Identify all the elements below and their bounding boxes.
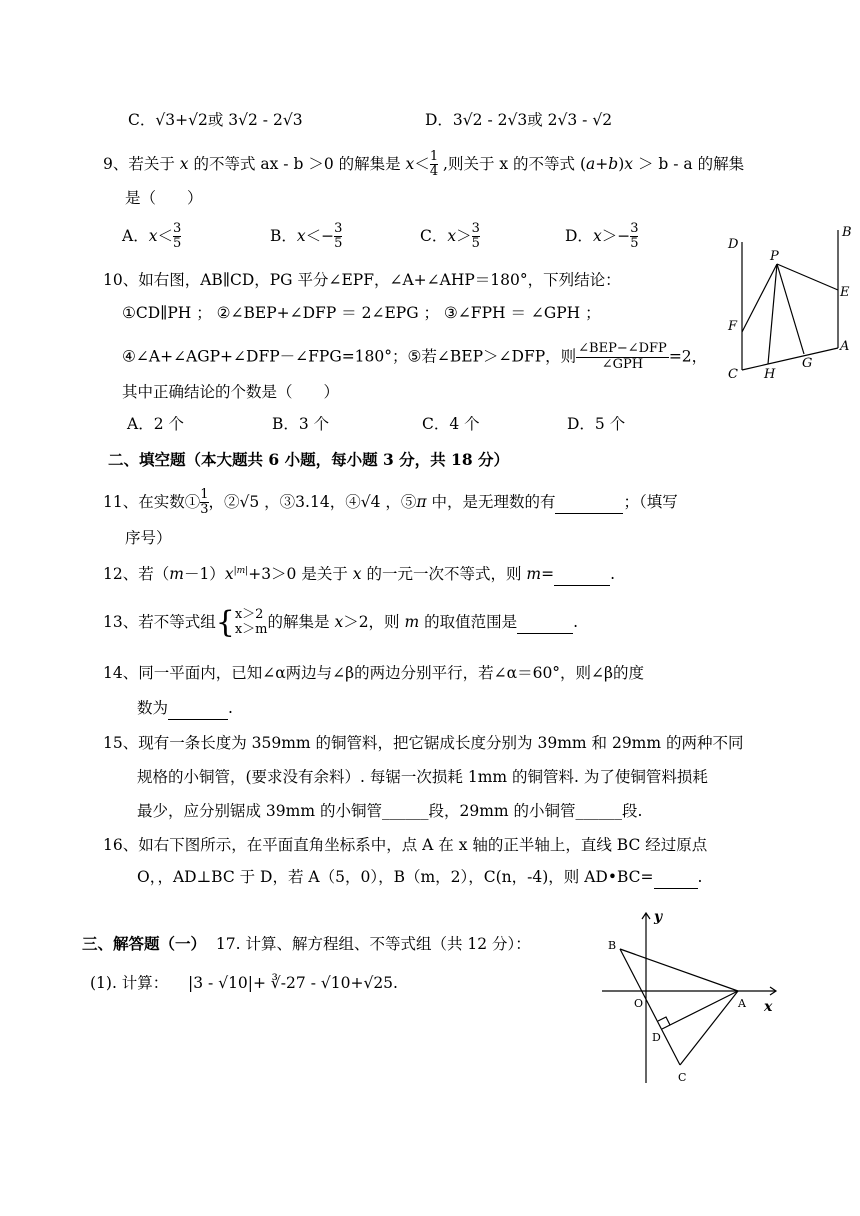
q9-option-c: C．x＞ $\frac{3}{5}$ [420, 221, 480, 252]
q9-option-a: A．x＜ $\frac{3}{5}$ [122, 221, 182, 252]
q10-figure [722, 222, 852, 382]
section-2-heading: 二、填空题（本大题共 6 小题，每小题 3 分，共 18 分） [108, 450, 510, 469]
fig2-label-c: C [678, 1071, 687, 1084]
q9-option-d: D．x＞− $\frac{3}{5}$ [565, 221, 639, 252]
section-3-heading: 三、解答题（一） 17. 计算、解方程组、不等式组（共 12 分）： [82, 934, 531, 953]
q9-stem-cont: 是（ ） [125, 189, 203, 207]
q15-stem: 15、现有一条长度为 359mm 的铜管料，把它锯成长度分别为 39mm 和 29mm 的两种不同 [103, 734, 744, 752]
fig1-label-c: C [728, 367, 738, 382]
fig2-label-d: D [652, 1031, 661, 1044]
q10-conclusions-2: ④∠A+∠AGP+∠DFP－∠FPG=180°；⑤若∠BEP＞∠DFP，则 ∠BEP−∠DFP ∠GPH =2， [122, 341, 708, 372]
q10-conclusions-1: ①CD∥PH ； ②∠BEP+∠DFP ＝ 2∠EPG ； ③∠FPH ＝ ∠GPH ； [122, 304, 601, 322]
q15-stem-3: 最少，应分别锯成 39mm 的小铜管______段，29mm 的小铜管______段. [137, 802, 643, 820]
q14-stem-cont: 数为 . [137, 698, 233, 720]
q11-stem-cont: 序号） [125, 529, 172, 547]
fig1-label-a: A [840, 339, 850, 354]
q12: 12、若$(m-1)x^{|m|}+3>0$ 是关于 x 的一元一次不等式，则 m= . [103, 564, 615, 586]
q10-option-d: D．5 个 [567, 415, 626, 433]
fig1-label-f: F [728, 319, 738, 334]
q10-option-b: B．3 个 [272, 415, 330, 433]
fig2-label-a: A [738, 997, 746, 1010]
q17-part1: (1). 计算： |3 - √10|+ ∛-27 - √10+√25. [90, 974, 398, 992]
q10-option-c: C．4 个 [422, 415, 480, 433]
fig1-label-h: H [764, 367, 776, 382]
q16-stem-2: O，，AD⊥BC 于 D，若 A（5，0），B（m，2），C(n，-4)，则 AD•BC= . [137, 867, 702, 889]
fig1-label-e: E [840, 285, 850, 300]
q11-stem: 11、在实数① $\frac{1}{3}$ ，②√5 ，③3.14，④√4 ，⑤π 中，是无理数的有 ；（填写 [103, 487, 678, 518]
fig1-label-b: B [842, 225, 852, 240]
fig2-label-y: y [654, 909, 663, 925]
q10-option-a: A．2 个 [127, 415, 184, 433]
q10-stem: 10、如右图，AB∥CD，PG 平分∠EPF，∠A+∠AHP＝180°，下列结论： [103, 271, 621, 289]
fig1-label-p: P [770, 249, 779, 264]
fig2-label-x: x [764, 999, 773, 1015]
q15-stem-2: 规格的小铜管，(要求没有余料）. 每锯一次损耗 1mm 的铜管料. 为了使铜管料损耗 [137, 768, 708, 786]
option-c-prev: C．√3+√2或 3√2 - 2√3 [128, 111, 303, 129]
q10-question: 其中正确结论的个数是（ ） [122, 383, 340, 401]
q14-stem: 14、同一平面内，已知∠α两边与∠β的两边分别平行，若∠α＝60°，则∠β的度 [103, 664, 645, 682]
fig1-label-d: D [728, 237, 739, 252]
q9-option-b: B．x＜− $\frac{3}{5}$ [270, 221, 343, 252]
fig2-label-b: B [608, 939, 617, 952]
q9-stem: 9、若关于 x 的不等式 ax - b ＞0 的解集是 x＜ $\frac{1}{4}$ ,则关于 x 的不等式 (a+b)x ＞ b - a 的解集 [103, 149, 745, 180]
option-d-prev: D．3√2 - 2√3或 2√3 - √2 [425, 111, 613, 129]
q13: 13、若不等式组{ x＞2 x＞m 的解集是 x＞2，则 m 的取值范围是 . [103, 605, 579, 640]
fig2-label-o: O [634, 997, 644, 1010]
q16-stem: 16、如右下图所示，在平面直角坐标系中，点 A 在 x 轴的正半轴上，直线 BC 经过原点 [103, 836, 708, 854]
q16-figure [598, 905, 788, 1090]
fig1-label-g: G [802, 356, 813, 371]
